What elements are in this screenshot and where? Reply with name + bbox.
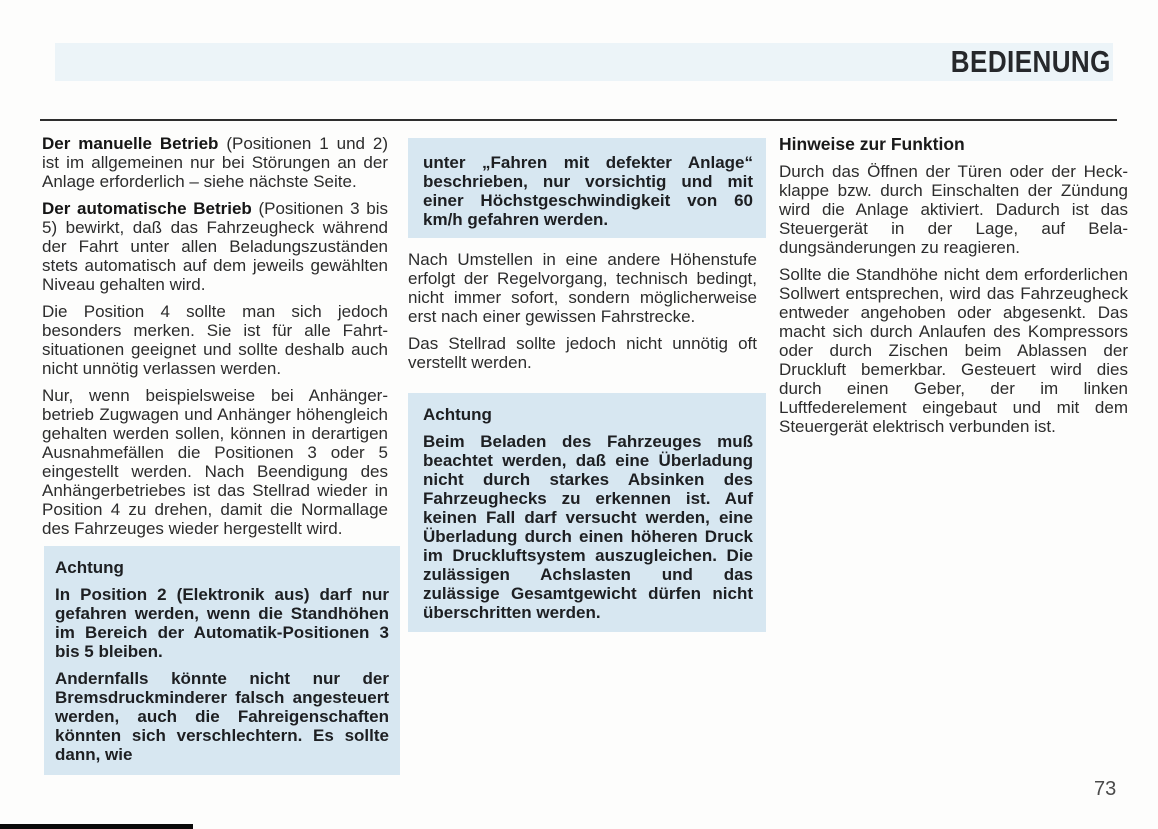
section-heading: Hinweise zur Funktion	[779, 134, 965, 154]
warning-box	[408, 393, 766, 632]
warning-paragraph: Beim Beladen des Fahrzeuges muß beachtet werden, daß eine Überladung nicht durch starkes Absinken des Fahrzeughecks zu erkennen ist. Auf keinen Fall darf versucht werden, eine Überladung durch einen höheren Druck im Druckluftsystem auszugleichen. Die zulässigen Achslasten und das zulässige Gesamtgewicht dürfen nicht überschritten werden.	[423, 432, 753, 622]
warning-paragraph: unter „Fahren mit defekter Anlage“ beschrieben, nur vorsichtig und mit einer Höchstgeschwindigkeit von 60 km/h gefahren werden.	[423, 153, 753, 229]
body-paragraph: Sollte die Standhöhe nicht dem erforderlichen Sollwert entsprechen, wird das Fahrzeugheck entweder angehoben oder abgesenkt. Das macht sich durch Anlaufen des Kompressors oder durch Zischen beim Ablassen der Druckluft bemerkbar. Gesteuert wird dies durch einen Geber, der im linken Luftfederelement eingebaut und mit dem Steuergerät elektrisch verbunden ist.	[779, 265, 1128, 436]
body-paragraph: Nur, wenn beispielsweise bei Anhängerbetrieb Zugwagen und Anhänger höhengleich gehalten werden sollen, können in derartigen Ausnahmefällen die Positionen 3 oder 5 eingestellt werden. Nach Beendigung des Anhängerbetriebes ist das Stellrad wieder in Position 4 zu drehen, damit die Normallage des Fahrzeuges wieder hergestellt wird.	[42, 386, 388, 538]
paragraph-lead: Der automatische Betrieb	[42, 199, 252, 218]
page-number: 73	[1094, 778, 1117, 800]
warning-title: Achtung	[423, 405, 492, 424]
warning-title: Achtung	[55, 558, 124, 577]
body-paragraph	[42, 199, 388, 294]
body-paragraph: Die Position 4 sollte man sich jedoch besonders merken. Sie ist für alle Fahrtsituationen geeignet und sollte deshalb auch nicht unnötig verlassen werden.	[42, 302, 388, 378]
warning-box	[44, 546, 400, 775]
page-header-title: BEDIENUNG	[951, 44, 1112, 79]
paragraph-text: (Positionen 1 und 2) ist im allgemeinen nur bei Störungen an der Anlage erforderlich – siehe nächste Seite.	[42, 134, 388, 191]
column-left	[42, 134, 388, 775]
footer-black-bar	[0, 824, 193, 829]
warning-paragraph: In Position 2 (Elektronik aus) darf nur gefahren werden, wenn die Standhöhen im Bereich der Automatik-Positionen 3 bis 5 bleiben.	[55, 585, 389, 661]
column-middle	[408, 134, 757, 632]
header-band	[55, 43, 1113, 81]
body-paragraph: Durch das Öffnen der Türen oder der Heckklappe bzw. durch Einschalten der Zündung wird die Anlage aktiviert. Dadurch ist das Steuergerät in der Lage, auf Beladungsänderungen zu reagieren.	[779, 162, 1128, 257]
paragraph-text: (Positionen 3 bis 5) bewirkt, daß das Fahrzeugheck während der Fahrt unter allen Beladungszuständen stets automatisch auf dem jeweils gewählten Niveau gehalten wird.	[42, 199, 389, 294]
header-divider	[40, 119, 1117, 121]
body-paragraph	[42, 134, 388, 191]
column-right	[779, 134, 1128, 444]
warning-paragraph: Andernfalls könnte nicht nur der Bremsdruckminderer falsch angesteuert werden, auch die Fahreigenschaften könnten sich verschlechtern. Es sollte dann, wie	[55, 669, 389, 764]
body-paragraph: Das Stellrad sollte jedoch nicht unnötig oft verstellt werden.	[408, 334, 757, 372]
body-paragraph: Nach Umstellen in eine andere Höhenstufe erfolgt der Regelvorgang, technisch bedingt, nicht immer sofort, sondern möglicherweise erst nach einer gewissen Fahrstrecke.	[408, 250, 757, 326]
paragraph-lead: Der manuelle Betrieb	[42, 134, 219, 153]
warning-box-continuation	[408, 138, 766, 238]
